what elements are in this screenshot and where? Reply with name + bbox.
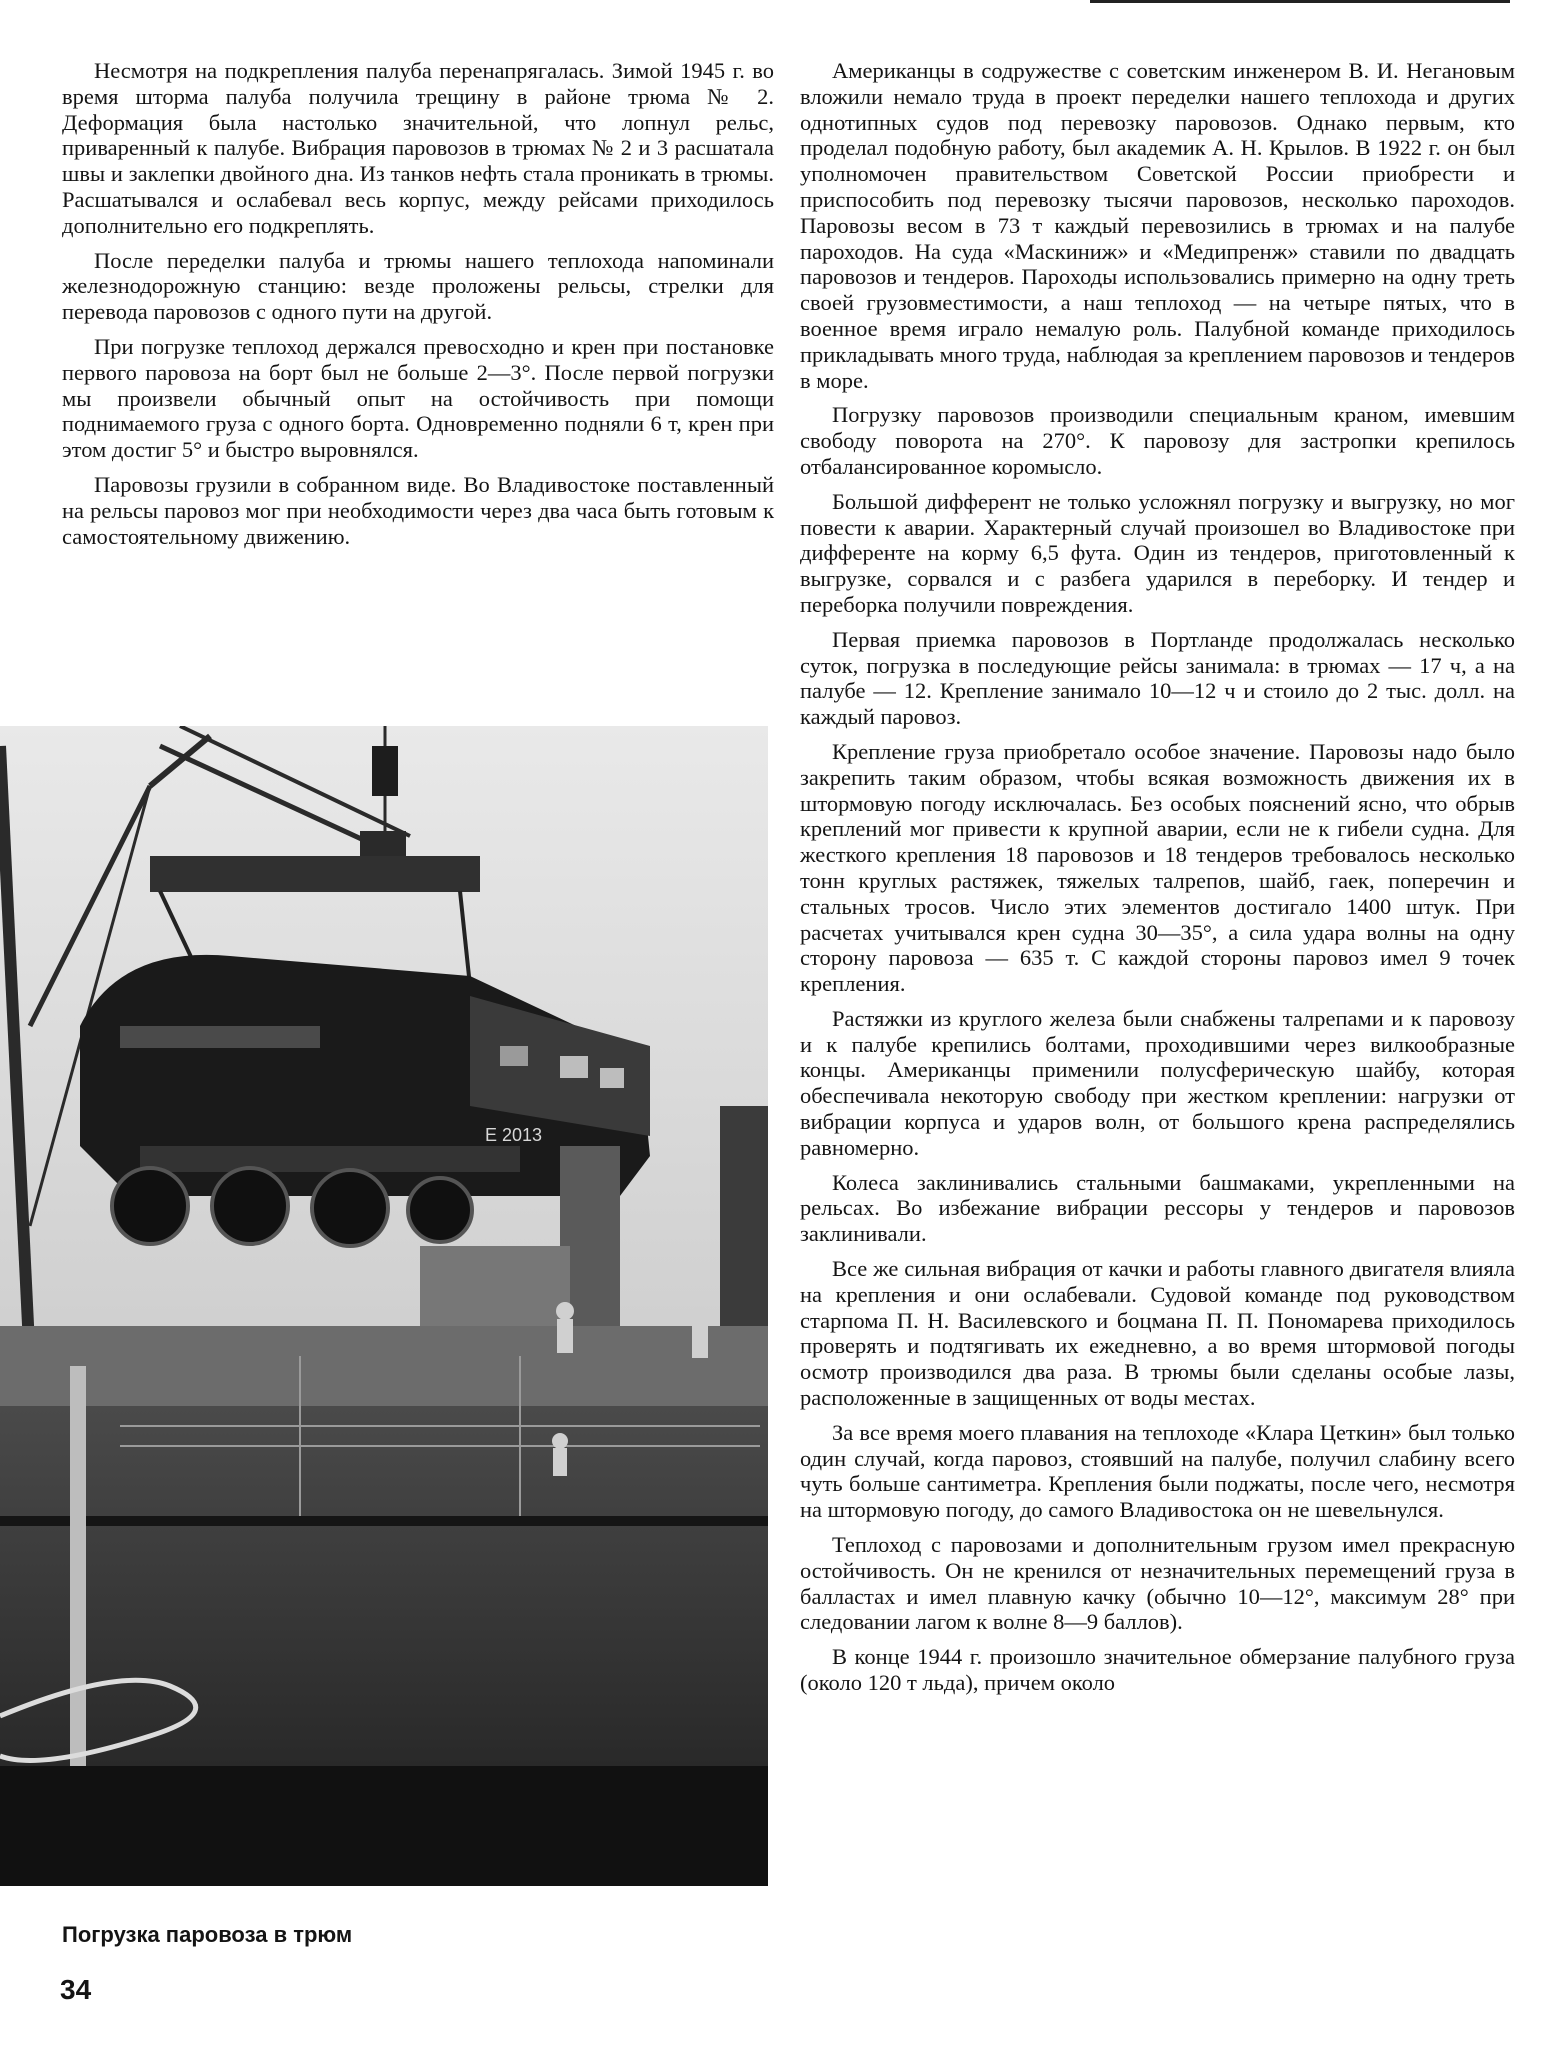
paragraph: Несмотря на подкрепления палуба перенапрягалась. Зимой 1945 г. во время шторма палуба получила трещину в районе трюма № 2. Деформация была настолько значительной, что лопнул рельс, приваренный к палубе. Вибрация паровозов в трюмах № 2 и 3 расшатала швы и заклепки двойного дна. Из танков нефть стала проникать в трюмы. Расшатывался и ослабевал весь корпус, между рейсами приходилось дополнительно его подкреплять. — [62, 58, 774, 238]
paragraph: Американцы в содружестве с советским инженером В. И. Негановым вложили немало труда в проект переделки нашего теплохода и других однотипных судов под перевозку паровозов. Однако первым, кто проделал подобную работу, был академик А. Н. Крылов. В 1922 г. он был уполномочен правительством Советской России приобрести и приспособить под перевозку тысячи паровозов, несколько пароходов. Паровозы весом в 73 т каждый перевозились в трюмах и на палубе пароходов. На суда «Маскиниж» и «Медипренж» ставили по двадцать паровозов и тендеров. Пароходы использовались примерно на одну треть своей грузовместимости, а наш теплоход — на четыре пятых, что в военное время играло немалую роль. Палубной команде приходилось прикладывать много труда, наблюдая за креплением паровозов и тендеров в море. — [800, 58, 1515, 393]
paragraph: Теплоход с паровозами и дополнительным грузом имел прекрасную остойчивость. Он не кренился от незначительных перемещений груза в балластах и имел плавную качку (обычно 10—12°, максимум 28° при следовании лагом к волне 8—9 баллов). — [800, 1532, 1515, 1635]
locomotive-number-plate: Е 2013 — [485, 1125, 543, 1145]
paragraph: Колеса заклинивались стальными башмаками, укрепленными на рельсах. Во избежание вибрации рессоры у тендеров и паровозов заклинивали. — [800, 1169, 1515, 1247]
paragraph: За все время моего плавания на теплоходе «Клара Цеткин» был только один случай, когда паровоз, стоявший на палубе, получил слабину всего чуть больше сантиметра. Крепления были поджаты, после чего, несмотря на штормовую погоду, до самого Владивостока он не шевельнулся. — [800, 1419, 1515, 1523]
paragraph: Все же сильная вибрация от качки и работы главного двигателя влияла на крепления и они ослабевали. Судовой команде под руководством старпома П. Н. Василевского и боцмана П. П. Пономарева приходилось проверять и подтягивать их ежедневно, а во время штормовой погоды осмотр производился два раза. В трюмы были сделаны особые лазы, расположенные в защищенных от воды местах. — [800, 1256, 1515, 1411]
top-rule — [1090, 0, 1510, 3]
photo-caption: Погрузка паровоза в трюм — [62, 1922, 353, 1947]
page-number: 34 — [60, 1974, 92, 2005]
right-text-column — [800, 58, 1515, 1705]
paragraph: При погрузке теплоход держался превосходно и крен при постановке первого паровоза на борт был не больше 2—3°. После первой погрузки мы произвели обычный опыт на остойчивость при помощи поднимаемого груза с одного борта. Одновременно подняли 6 т, крен при этом достиг 5° и быстро выровнялся. — [62, 333, 774, 463]
paragraph: Первая приемка паровозов в Портланде продолжалась несколько суток, погрузка в последующие рейсы занимала: в трюмах — 17 ч, а на палубе — 12. Крепление занимало 10—12 ч и стоило до 2 тыс. долл. на каждый паровоз. — [800, 626, 1515, 730]
paragraph: Крепление груза приобретало особое значение. Паровозы надо было закрепить таким образом, чтобы всякая возможность движения их в штормовую погоду исключалась. Без особых пояснений ясно, что обрыв креплений мог привести к крупной аварии, если не к гибели судна. Для жесткого крепления 18 паровозов и 18 тендеров требовалось несколько тонн круглых растяжек, тяжелых талрепов, шайб, гаек, поперечин и стальных тросов. Число этих элементов достигало 1400 штук. При расчетах учитывался крен судна 30—35°, а сила удара волны на одну сторону паровоза — 635 т. С каждой стороны паровоз имел 9 точек крепления. — [800, 738, 1515, 997]
paragraph: Большой дифферент не только усложнял погрузку и выгрузку, но мог повести к аварии. Характерный случай произошел во Владивостоке при дифференте на корму 6,5 фута. Один из тендеров, приготовленный к выгрузке, сорвался и с разбега ударился в переборку. И тендер и переборка получили повреждения. — [800, 488, 1515, 617]
paragraph: Растяжки из круглого железа были снабжены талрепами и к паровозу и к палубе крепились болтами, проходившими через вилкообразные концы. Американцы применили полусферическую шайбу, которая обеспечивала некоторую свободу при жестком креплении: нагрузки от вибрации корпуса и ударов волн, от большого крена распределялись равномерно. — [800, 1005, 1515, 1160]
paragraph: Погрузку паровозов производили специальным краном, имевшим свободу поворота на 270°. К паровозу для застропки крепилось отбалансированное коромысло. — [800, 402, 1515, 479]
paragraph: Паровозы грузили в собранном виде. Во Владивостоке поставленный на рельсы паровоз мог при необходимости через два часа быть готовым к самостоятельному движению. — [62, 471, 774, 549]
locomotive-loading-photo — [0, 726, 768, 1886]
paragraph: В конце 1944 г. произошло значительное обмерзание палубного груза (около 120 т льда), причем около — [800, 1644, 1515, 1696]
left-text-column — [62, 58, 774, 558]
paragraph: После переделки палуба и трюмы нашего теплохода напоминали железнодорожную станцию: везде проложены рельсы, стрелки для перевода паровозов с одного пути на другой. — [62, 247, 774, 325]
